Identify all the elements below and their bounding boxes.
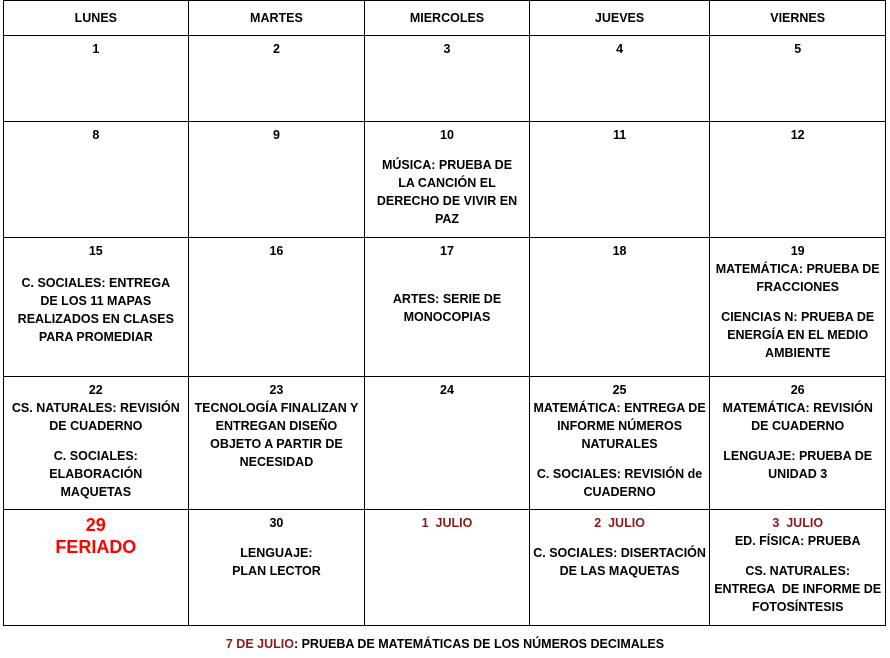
week-row <box>4 36 886 122</box>
day-number: 23 <box>269 383 284 397</box>
footer-date: 7 DE JULIO <box>225 637 294 651</box>
header-martes: MARTES <box>188 1 365 36</box>
day-cell <box>365 238 530 377</box>
day-cell <box>710 377 886 510</box>
holiday-day-number: 29 <box>85 515 106 535</box>
event-social-models: C. SOCIALES: ELABORACIÓN MAQUETAS <box>49 449 143 499</box>
header-row <box>4 1 886 36</box>
week-row <box>4 238 886 377</box>
day-cell <box>4 510 189 626</box>
header-lunes: LUNES <box>4 1 189 36</box>
day-number: 11 <box>612 128 627 142</box>
day-number: 9 <box>272 128 280 142</box>
event-natural-photosynthesis: CS. NATURALES: ENTREGA DE INFORME DE FOTOSÍNTESIS <box>714 564 885 614</box>
week-row <box>4 510 886 626</box>
event-reading-plan: LENGUAJE: PLAN LECTOR <box>232 546 321 578</box>
header-jueves: JUEVES <box>529 1 710 36</box>
day-number: 17 <box>440 244 454 258</box>
day-cell <box>365 377 530 510</box>
day-number: 26 <box>790 383 805 397</box>
day-number: 10 <box>440 128 454 142</box>
day-cell <box>529 238 710 377</box>
day-number: 1 <box>92 42 100 56</box>
event-science-energy: CIENCIAS N: PRUEBA DE ENERGÍA EN EL MEDIO AMBIENTE <box>721 310 875 360</box>
event-social-maps: C. SOCIALES: ENTREGA DE LOS 11 MAPAS REALIZADOS EN CLASES PARA PROMEDIAR <box>17 276 174 344</box>
day-number: 24 <box>440 383 454 397</box>
event-language-test: LENGUAJE: PRUEBA DE UNIDAD 3 <box>723 449 873 481</box>
day-number: 4 <box>616 42 624 56</box>
day-number: 19 <box>790 244 805 258</box>
day-cell <box>188 122 365 238</box>
header-miercoles: MIERCOLES <box>365 1 530 36</box>
day-number-july: 3 JULIO <box>772 516 824 530</box>
event-social-notebook: C. SOCIALES: REVISIÓN de CUADERNO <box>536 467 703 499</box>
day-number-july: 2 JULIO <box>594 516 645 530</box>
holiday-label: FERIADO <box>55 537 137 557</box>
day-cell <box>365 36 530 122</box>
week-row <box>4 377 886 510</box>
day-cell <box>529 122 710 238</box>
event-arts: ARTES: SERIE DE MONOCOPIAS <box>392 292 502 324</box>
day-cell <box>710 122 886 238</box>
day-cell <box>529 510 710 626</box>
event-music-test: MÚSICA: PRUEBA DE LA CANCIÓN EL DERECHO DE VIVIR EN PAZ <box>376 158 518 226</box>
day-cell <box>4 238 189 377</box>
day-cell <box>4 377 189 510</box>
event-math-notebook: MATEMÁTICA: REVISIÓN DE CUADERNO <box>722 401 873 433</box>
day-number: 30 <box>269 516 284 530</box>
day-cell <box>710 510 886 626</box>
day-number: 15 <box>88 244 103 258</box>
event-natural-notebook: CS. NATURALES: REVISIÓN DE CUADERNO <box>11 401 180 433</box>
event-pe-test: ED. FÍSICA: PRUEBA <box>734 534 861 548</box>
week-row <box>4 122 886 238</box>
event-math-fractions: MATEMÁTICA: PRUEBA DE FRACCIONES <box>715 262 880 294</box>
day-number: 25 <box>612 383 627 397</box>
event-social-presentation: C. SOCIALES: DISERTACIÓN DE LAS MAQUETAS <box>533 546 706 578</box>
day-cell <box>529 377 710 510</box>
day-number: 22 <box>88 383 103 397</box>
day-number: 2 <box>272 42 280 56</box>
day-number: 8 <box>92 128 100 142</box>
day-cell <box>365 510 530 626</box>
day-cell <box>365 122 530 238</box>
day-number: 5 <box>794 42 802 56</box>
footer-note <box>0 637 890 651</box>
day-cell <box>4 36 189 122</box>
header-viernes: VIERNES <box>710 1 886 36</box>
day-cell <box>710 238 886 377</box>
day-cell <box>188 377 365 510</box>
event-technology: TECNOLOGÍA FINALIZAN Y ENTREGAN DISEÑO OBJETO A PARTIR DE NECESIDAD <box>194 401 359 469</box>
day-cell <box>710 36 886 122</box>
day-cell <box>4 122 189 238</box>
day-cell <box>188 510 365 626</box>
day-number: 18 <box>612 244 627 258</box>
day-number: 16 <box>269 244 284 258</box>
day-number: 3 <box>443 42 451 56</box>
day-number: 12 <box>790 128 805 142</box>
day-cell <box>188 36 365 122</box>
event-math-report: MATEMÁTICA: ENTREGA DE INFORME NÚMEROS NATURALES <box>533 401 706 451</box>
day-cell <box>529 36 710 122</box>
calendar-table <box>3 0 886 626</box>
footer-text: : PRUEBA DE MATEMÁTICAS DE LOS NÚMEROS DECIMALES <box>293 637 665 651</box>
day-number-july: 1 JULIO <box>421 516 473 530</box>
day-cell <box>188 238 365 377</box>
